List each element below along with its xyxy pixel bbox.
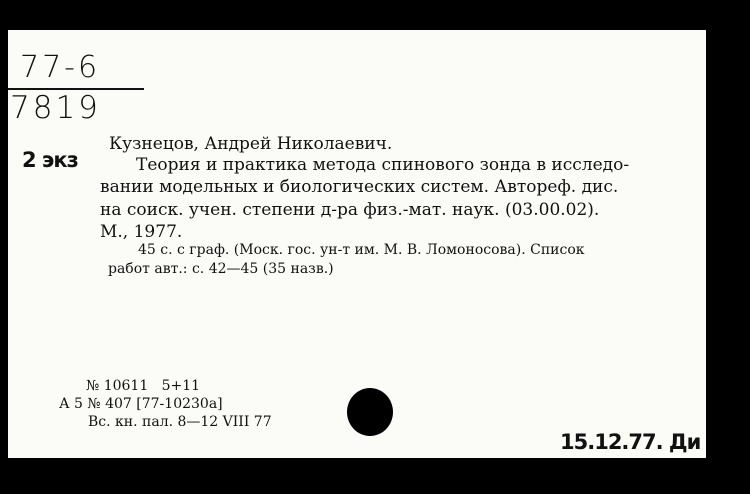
author-heading: Кузнецов, Андрей Николаевич. (109, 134, 393, 154)
handwritten-number: 7819 (10, 90, 101, 126)
handwritten-date-stamp: 15.12.77. Ди (560, 430, 701, 454)
title-line-4: М., 1977. (100, 222, 183, 242)
description-line-1: 45 с. с граф. (Моск. гос. ун-т им. М. В. Ломоносова). Список (138, 242, 585, 258)
title-line-2: вании модельных и биологических систем. Автореф. дис. (100, 177, 619, 197)
handwritten-margin-mark: 2 экз (22, 148, 78, 172)
punch-hole (347, 388, 393, 436)
title-line-3: на соиск. учен. степени д-ра физ.-мат. наук. (03.00.02). (100, 200, 600, 220)
handwritten-top-code: 77-6 (20, 50, 101, 85)
description-line-2: работ авт.: с. 42—45 (35 назв.) (108, 261, 334, 277)
footer-line-2: А 5 № 407 [77-10230а] (59, 396, 223, 412)
footer-line-1: № 10611 5+11 (86, 378, 201, 394)
catalog-card (8, 30, 706, 458)
footer-line-3: Вс. кн. пал. 8—12 VIII 77 (88, 414, 272, 430)
title-line-1: Теория и практика метода спинового зонда в исследо- (136, 155, 630, 175)
